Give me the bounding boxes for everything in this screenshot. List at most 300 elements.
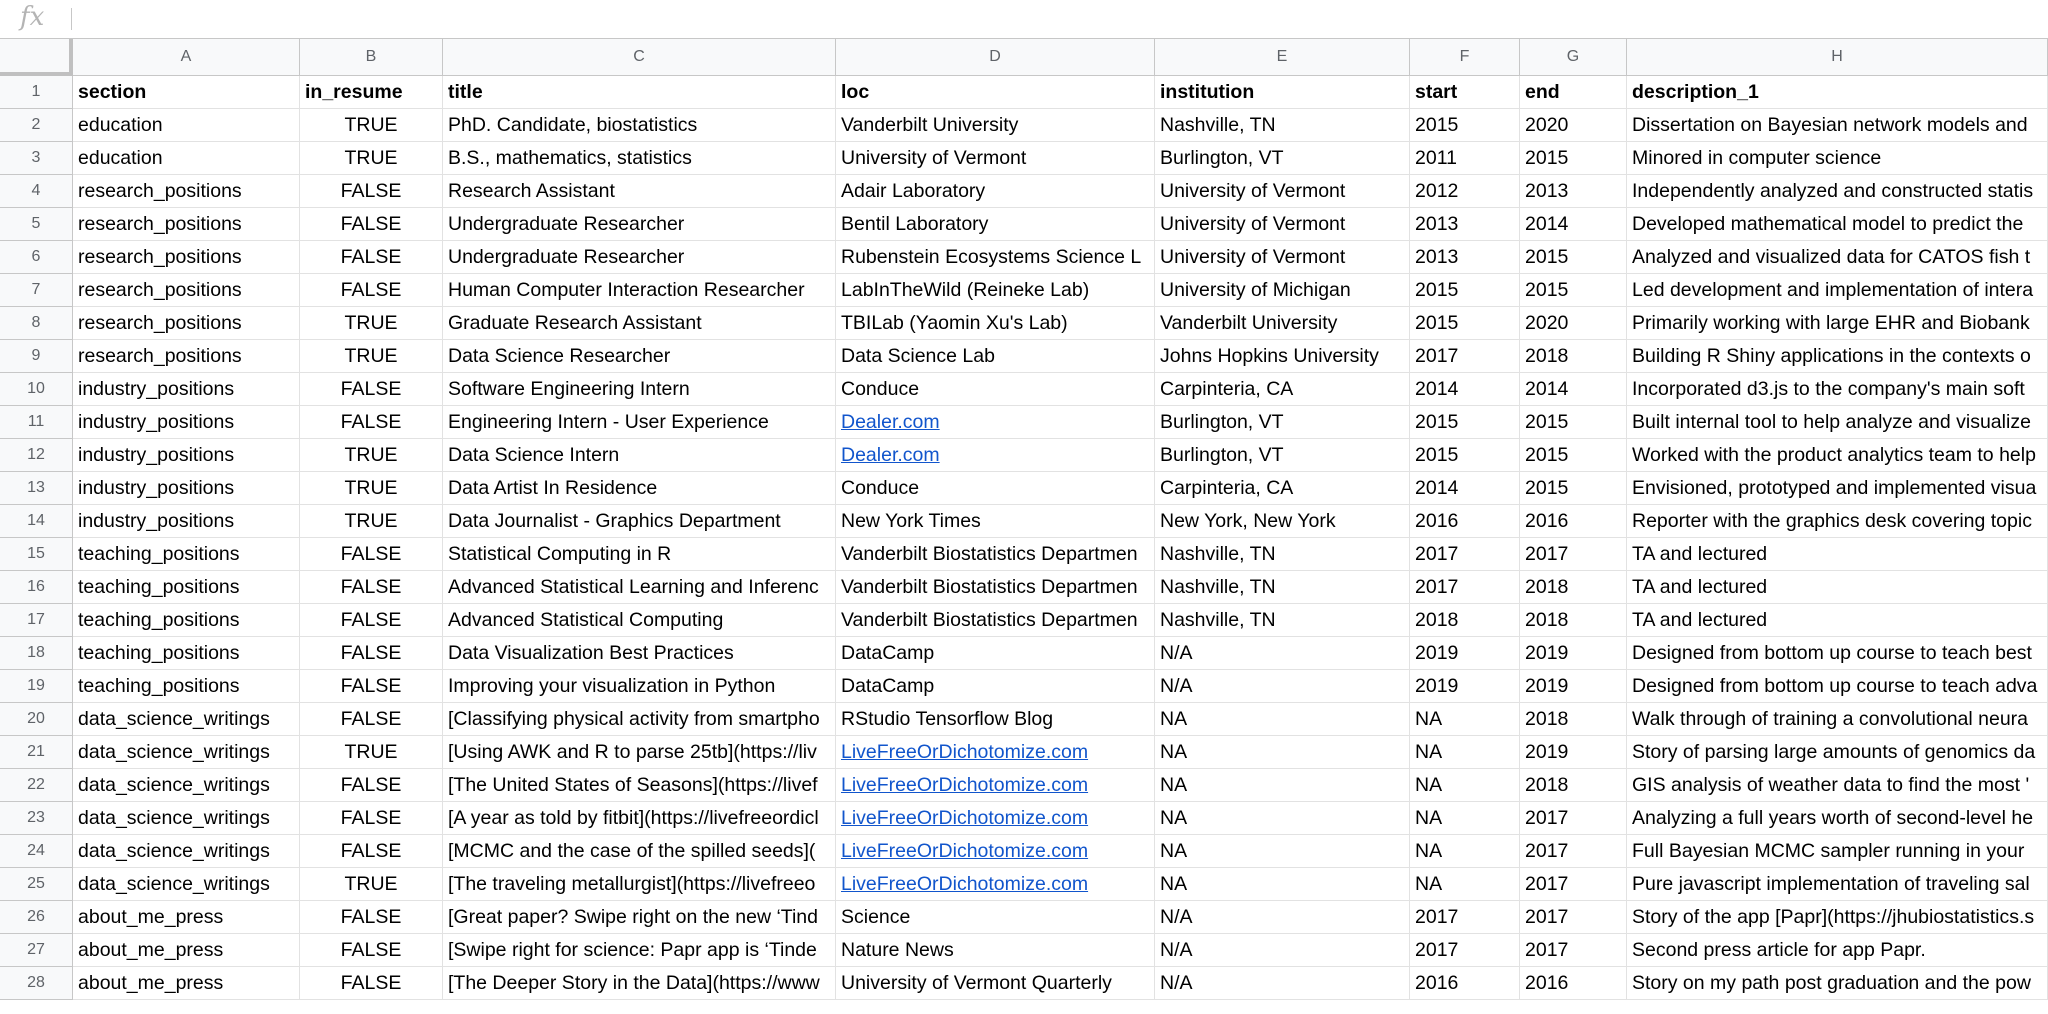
table-row	[0, 934, 2048, 967]
cell-description[interactable]: Story of the app [Papr](https://jhubiostatistics.s	[1627, 901, 2048, 934]
cell-in-resume[interactable]: FALSE	[300, 274, 443, 307]
cell-description[interactable]: Primarily working with large EHR and Biobank	[1627, 307, 2048, 340]
header-data-row	[0, 76, 2048, 109]
cell-description[interactable]: Built internal tool to help analyze and visualize	[1627, 406, 2048, 439]
cell-description[interactable]: Analyzed and visualized data for CATOS fish t	[1627, 241, 2048, 274]
row-header[interactable]: 13	[0, 472, 73, 505]
cell-institution[interactable]: N/A	[1155, 637, 1410, 670]
cell-end[interactable]: 2019	[1520, 736, 1627, 769]
cell-description[interactable]: Full Bayesian MCMC sampler running in your	[1627, 835, 2048, 868]
cell-start[interactable]: 2018	[1410, 604, 1520, 637]
cell-institution[interactable]: University of Vermont	[1155, 175, 1410, 208]
column-header-b[interactable]: B	[300, 39, 443, 76]
table-row	[0, 538, 2048, 571]
cell-description[interactable]: Walk through of training a convolutional neura	[1627, 703, 2048, 736]
cell-start[interactable]: 2019	[1410, 637, 1520, 670]
cell-in-resume[interactable]: FALSE	[300, 538, 443, 571]
cell-loc[interactable]	[836, 769, 1155, 802]
row-header[interactable]: 19	[0, 670, 73, 703]
table-row	[0, 340, 2048, 373]
cell-description[interactable]: TA and lectured	[1627, 604, 2048, 637]
cell-in-resume[interactable]: TRUE	[300, 505, 443, 538]
cell-section[interactable]: industry_positions	[73, 439, 300, 472]
cell-in-resume[interactable]: FALSE	[300, 670, 443, 703]
cell-start[interactable]: 2015	[1410, 274, 1520, 307]
cell-loc[interactable]: University of Vermont	[836, 142, 1155, 175]
cell-institution[interactable]: Carpinteria, CA	[1155, 373, 1410, 406]
cell-start[interactable]: 2015	[1410, 439, 1520, 472]
cell-end[interactable]: 2018	[1520, 769, 1627, 802]
header-cell-loc[interactable]: loc	[836, 76, 1155, 109]
cell-institution[interactable]: N/A	[1155, 934, 1410, 967]
row-header[interactable]: 8	[0, 307, 73, 340]
cell-loc[interactable]: Conduce	[836, 373, 1155, 406]
cell-loc[interactable]: Vanderbilt Biostatistics Departmen	[836, 604, 1155, 637]
cell-institution[interactable]: NA	[1155, 736, 1410, 769]
function-icon: fx	[20, 2, 45, 32]
cell-section[interactable]: education	[73, 109, 300, 142]
cell-section[interactable]: industry_positions	[73, 373, 300, 406]
row-header[interactable]: 26	[0, 901, 73, 934]
cell-title[interactable]: [Great paper? Swipe right on the new ‘Tind	[443, 901, 836, 934]
row-header[interactable]: 4	[0, 175, 73, 208]
cell-institution[interactable]: University of Vermont	[1155, 241, 1410, 274]
column-header-f[interactable]: F	[1410, 39, 1520, 76]
cell-end[interactable]: 2020	[1520, 109, 1627, 142]
formula-input[interactable]	[80, 6, 2048, 32]
row-header[interactable]: 16	[0, 571, 73, 604]
cell-title[interactable]: [MCMC and the case of the spilled seeds](	[443, 835, 836, 868]
cell-section[interactable]: data_science_writings	[73, 703, 300, 736]
cell-description[interactable]: Led development and implementation of intera	[1627, 274, 2048, 307]
table-row	[0, 901, 2048, 934]
cell-start[interactable]: NA	[1410, 802, 1520, 835]
cell-in-resume[interactable]: FALSE	[300, 175, 443, 208]
cell-end[interactable]: 2015	[1520, 472, 1627, 505]
cell-end[interactable]: 2018	[1520, 571, 1627, 604]
cell-end[interactable]: 2017	[1520, 934, 1627, 967]
cell-institution[interactable]: NA	[1155, 835, 1410, 868]
cell-in-resume[interactable]: TRUE	[300, 472, 443, 505]
row-header[interactable]: 15	[0, 538, 73, 571]
cell-in-resume[interactable]: FALSE	[300, 835, 443, 868]
cell-in-resume[interactable]: TRUE	[300, 307, 443, 340]
cell-start[interactable]: NA	[1410, 868, 1520, 901]
cell-section[interactable]: research_positions	[73, 175, 300, 208]
cell-title[interactable]: Research Assistant	[443, 175, 836, 208]
cell-institution[interactable]: N/A	[1155, 967, 1410, 1000]
cell-end[interactable]: 2016	[1520, 967, 1627, 1000]
cell-in-resume[interactable]: TRUE	[300, 736, 443, 769]
cell-institution[interactable]: Burlington, VT	[1155, 142, 1410, 175]
cell-section[interactable]: teaching_positions	[73, 571, 300, 604]
cell-loc[interactable]	[836, 406, 1155, 439]
cell-institution[interactable]: NA	[1155, 703, 1410, 736]
cell-link[interactable]: LiveFreeOrDichotomize.com	[841, 807, 1089, 829]
cell-description[interactable]: Designed from bottom up course to teach best	[1627, 637, 2048, 670]
cell-loc[interactable]	[836, 802, 1155, 835]
row-header[interactable]: 5	[0, 208, 73, 241]
cell-end[interactable]: 2019	[1520, 670, 1627, 703]
row-header[interactable]: 1	[0, 76, 73, 109]
cell-description[interactable]: Analyzing a full years worth of second-level he	[1627, 802, 2048, 835]
cell-institution[interactable]: Nashville, TN	[1155, 604, 1410, 637]
table-row	[0, 769, 2048, 802]
cell-link[interactable]: LiveFreeOrDichotomize.com	[841, 873, 1089, 895]
cell-title[interactable]: Data Artist In Residence	[443, 472, 836, 505]
cell-in-resume[interactable]: FALSE	[300, 802, 443, 835]
cell-title[interactable]: [The Deeper Story in the Data](https://www	[443, 967, 836, 1000]
row-header[interactable]: 24	[0, 835, 73, 868]
cell-in-resume[interactable]: FALSE	[300, 967, 443, 1000]
cell-description[interactable]: Worked with the product analytics team to help	[1627, 439, 2048, 472]
cell-loc[interactable]	[836, 736, 1155, 769]
cell-section[interactable]: education	[73, 142, 300, 175]
cell-end[interactable]: 2018	[1520, 604, 1627, 637]
table-row	[0, 736, 2048, 769]
row-header[interactable]: 7	[0, 274, 73, 307]
row-header[interactable]: 27	[0, 934, 73, 967]
cell-start[interactable]: 2013	[1410, 208, 1520, 241]
header-cell-start[interactable]: start	[1410, 76, 1520, 109]
table-row	[0, 307, 2048, 340]
row-header[interactable]: 12	[0, 439, 73, 472]
cell-in-resume[interactable]: TRUE	[300, 340, 443, 373]
header-cell-section[interactable]: section	[73, 76, 300, 109]
select-all-corner[interactable]	[0, 39, 73, 76]
cell-start[interactable]: 2015	[1410, 307, 1520, 340]
column-header-row	[0, 39, 2048, 76]
cell-section[interactable]: teaching_positions	[73, 538, 300, 571]
cell-institution[interactable]: NA	[1155, 802, 1410, 835]
header-cell-title[interactable]: title	[443, 76, 836, 109]
row-header[interactable]: 20	[0, 703, 73, 736]
table-row	[0, 505, 2048, 538]
cell-description[interactable]: Story on my path post graduation and the pow	[1627, 967, 2048, 1000]
cell-title[interactable]: Data Journalist - Graphics Department	[443, 505, 836, 538]
cell-loc[interactable]: Vanderbilt University	[836, 109, 1155, 142]
cell-section[interactable]: research_positions	[73, 307, 300, 340]
row-header[interactable]: 6	[0, 241, 73, 274]
cell-loc[interactable]: Bentil Laboratory	[836, 208, 1155, 241]
cell-title[interactable]: Data Visualization Best Practices	[443, 637, 836, 670]
cell-loc[interactable]	[836, 868, 1155, 901]
cell-link[interactable]: LiveFreeOrDichotomize.com	[841, 774, 1089, 796]
header-cell-institution[interactable]: institution	[1155, 76, 1410, 109]
row-header[interactable]: 21	[0, 736, 73, 769]
cell-section[interactable]: data_science_writings	[73, 835, 300, 868]
cell-title[interactable]: Advanced Statistical Computing	[443, 604, 836, 637]
header-cell-end[interactable]: end	[1520, 76, 1627, 109]
table-row	[0, 142, 2048, 175]
cell-title[interactable]: [A year as told by fitbit](https://livefreeordicl	[443, 802, 836, 835]
table-row	[0, 175, 2048, 208]
cell-in-resume[interactable]: FALSE	[300, 373, 443, 406]
cell-loc[interactable]: Science	[836, 901, 1155, 934]
cell-end[interactable]: 2014	[1520, 373, 1627, 406]
formula-bar	[0, 0, 2048, 39]
cell-title[interactable]: Undergraduate Researcher	[443, 241, 836, 274]
table-row	[0, 868, 2048, 901]
cell-institution[interactable]: NA	[1155, 868, 1410, 901]
table-row	[0, 439, 2048, 472]
cell-loc[interactable]: Nature News	[836, 934, 1155, 967]
cell-link[interactable]: LiveFreeOrDichotomize.com	[841, 840, 1089, 862]
cell-in-resume[interactable]: FALSE	[300, 769, 443, 802]
cell-title[interactable]: PhD. Candidate, biostatistics	[443, 109, 836, 142]
cell-title[interactable]: B.S., mathematics, statistics	[443, 142, 836, 175]
cell-title[interactable]: Improving your visualization in Python	[443, 670, 836, 703]
cell-title[interactable]: [Using AWK and R to parse 25tb](https://liv	[443, 736, 836, 769]
column-header-g[interactable]: G	[1520, 39, 1627, 76]
cell-institution[interactable]: NA	[1155, 769, 1410, 802]
column-header-h[interactable]: H	[1627, 39, 2048, 76]
table-row	[0, 835, 2048, 868]
table-row	[0, 637, 2048, 670]
cell-title[interactable]: [The United States of Seasons](https://livef	[443, 769, 836, 802]
cell-end[interactable]: 2015	[1520, 406, 1627, 439]
formula-bar-divider	[71, 8, 72, 30]
cell-section[interactable]: about_me_press	[73, 901, 300, 934]
cell-description[interactable]: Minored in computer science	[1627, 142, 2048, 175]
cell-end[interactable]: 2015	[1520, 142, 1627, 175]
cell-institution[interactable]: Vanderbilt University	[1155, 307, 1410, 340]
row-header[interactable]: 3	[0, 142, 73, 175]
cell-section[interactable]: teaching_positions	[73, 637, 300, 670]
cell-description[interactable]: GIS analysis of weather data to find the most '	[1627, 769, 2048, 802]
table-row	[0, 208, 2048, 241]
cell-institution[interactable]: Nashville, TN	[1155, 109, 1410, 142]
cell-section[interactable]: industry_positions	[73, 472, 300, 505]
cell-end[interactable]: 2016	[1520, 505, 1627, 538]
row-header[interactable]: 2	[0, 109, 73, 142]
cell-description[interactable]: Dissertation on Bayesian network models and	[1627, 109, 2048, 142]
cell-description[interactable]: Building R Shiny applications in the contexts o	[1627, 340, 2048, 373]
cell-loc[interactable]: Rubenstein Ecosystems Science L	[836, 241, 1155, 274]
cell-start[interactable]: 2015	[1410, 406, 1520, 439]
cell-end[interactable]: 2020	[1520, 307, 1627, 340]
table-row	[0, 967, 2048, 1000]
cell-start[interactable]: NA	[1410, 736, 1520, 769]
row-header[interactable]: 17	[0, 604, 73, 637]
cell-section[interactable]: data_science_writings	[73, 769, 300, 802]
cell-description[interactable]: Independently analyzed and constructed statis	[1627, 175, 2048, 208]
cell-section[interactable]: teaching_positions	[73, 670, 300, 703]
cell-description[interactable]: Story of parsing large amounts of genomics da	[1627, 736, 2048, 769]
cell-section[interactable]: research_positions	[73, 241, 300, 274]
cell-section[interactable]: data_science_writings	[73, 868, 300, 901]
header-cell-in-resume[interactable]: in_resume	[300, 76, 443, 109]
cell-start[interactable]: 2011	[1410, 142, 1520, 175]
cell-start[interactable]: 2017	[1410, 538, 1520, 571]
cell-start[interactable]: 2016	[1410, 505, 1520, 538]
table-row	[0, 604, 2048, 637]
table-row	[0, 406, 2048, 439]
cell-start[interactable]: NA	[1410, 769, 1520, 802]
cell-section[interactable]: industry_positions	[73, 505, 300, 538]
cell-title[interactable]: Software Engineering Intern	[443, 373, 836, 406]
cell-institution[interactable]: Carpinteria, CA	[1155, 472, 1410, 505]
cell-in-resume[interactable]: FALSE	[300, 604, 443, 637]
cell-end[interactable]: 2017	[1520, 868, 1627, 901]
row-header[interactable]: 9	[0, 340, 73, 373]
cell-start[interactable]: 2019	[1410, 670, 1520, 703]
cell-institution[interactable]: University of Vermont	[1155, 208, 1410, 241]
cell-in-resume[interactable]: FALSE	[300, 406, 443, 439]
cell-start[interactable]: 2015	[1410, 109, 1520, 142]
table-row	[0, 703, 2048, 736]
cell-institution[interactable]: N/A	[1155, 901, 1410, 934]
cell-link[interactable]: Dealer.com	[841, 411, 940, 433]
row-header[interactable]: 10	[0, 373, 73, 406]
row-header[interactable]: 18	[0, 637, 73, 670]
cell-in-resume[interactable]: TRUE	[300, 439, 443, 472]
cell-description[interactable]: Pure javascript implementation of traveling sal	[1627, 868, 2048, 901]
cell-section[interactable]: data_science_writings	[73, 802, 300, 835]
cell-end[interactable]: 2019	[1520, 637, 1627, 670]
cell-loc[interactable]: RStudio Tensorflow Blog	[836, 703, 1155, 736]
column-header-d[interactable]: D	[836, 39, 1155, 76]
cell-end[interactable]: 2015	[1520, 439, 1627, 472]
cell-start[interactable]: NA	[1410, 703, 1520, 736]
row-header[interactable]: 25	[0, 868, 73, 901]
cell-end[interactable]: 2017	[1520, 835, 1627, 868]
cell-title[interactable]: Statistical Computing in R	[443, 538, 836, 571]
cell-institution[interactable]: Johns Hopkins University	[1155, 340, 1410, 373]
cell-title[interactable]: [Swipe right for science: Papr app is ‘Tinde	[443, 934, 836, 967]
cell-loc[interactable]: Conduce	[836, 472, 1155, 505]
cell-institution[interactable]: Burlington, VT	[1155, 406, 1410, 439]
cell-description[interactable]: Envisioned, prototyped and implemented visua	[1627, 472, 2048, 505]
cell-start[interactable]: 2013	[1410, 241, 1520, 274]
cell-link[interactable]: Dealer.com	[841, 444, 940, 466]
cell-description[interactable]: Incorporated d3.js to the company's main soft	[1627, 373, 2048, 406]
cell-start[interactable]: 2014	[1410, 472, 1520, 505]
cell-title[interactable]: Human Computer Interaction Researcher	[443, 274, 836, 307]
cell-end[interactable]: 2018	[1520, 703, 1627, 736]
cell-description[interactable]: Reporter with the graphics desk covering topic	[1627, 505, 2048, 538]
column-header-c[interactable]: C	[443, 39, 836, 76]
cell-start[interactable]: 2014	[1410, 373, 1520, 406]
table-row	[0, 109, 2048, 142]
row-header[interactable]: 28	[0, 967, 73, 1000]
cell-in-resume[interactable]: FALSE	[300, 901, 443, 934]
cell-institution[interactable]: Burlington, VT	[1155, 439, 1410, 472]
cell-in-resume[interactable]: FALSE	[300, 571, 443, 604]
cell-loc[interactable]: University of Vermont Quarterly	[836, 967, 1155, 1000]
cell-title[interactable]: Engineering Intern - User Experience	[443, 406, 836, 439]
cell-link[interactable]: LiveFreeOrDichotomize.com	[841, 741, 1089, 763]
cell-in-resume[interactable]: FALSE	[300, 241, 443, 274]
cell-loc[interactable]	[836, 835, 1155, 868]
cell-end[interactable]: 2013	[1520, 175, 1627, 208]
cell-start[interactable]: 2017	[1410, 934, 1520, 967]
cell-title[interactable]: Graduate Research Assistant	[443, 307, 836, 340]
row-header[interactable]: 14	[0, 505, 73, 538]
cell-in-resume[interactable]: FALSE	[300, 637, 443, 670]
cell-section[interactable]: data_science_writings	[73, 736, 300, 769]
cell-end[interactable]: 2017	[1520, 802, 1627, 835]
cell-title[interactable]: [The traveling metallurgist](https://livefreeo	[443, 868, 836, 901]
table-row	[0, 571, 2048, 604]
cell-section[interactable]: industry_positions	[73, 406, 300, 439]
cell-in-resume[interactable]: FALSE	[300, 934, 443, 967]
cell-in-resume[interactable]: FALSE	[300, 208, 443, 241]
cell-start[interactable]: NA	[1410, 835, 1520, 868]
cell-start[interactable]: 2016	[1410, 967, 1520, 1000]
cell-institution[interactable]: N/A	[1155, 670, 1410, 703]
cell-section[interactable]: research_positions	[73, 208, 300, 241]
cell-description[interactable]: TA and lectured	[1627, 538, 2048, 571]
cell-start[interactable]: 2017	[1410, 571, 1520, 604]
spreadsheet-grid	[0, 39, 2048, 1000]
cell-title[interactable]: [Classifying physical activity from smartpho	[443, 703, 836, 736]
cell-description[interactable]: Designed from bottom up course to teach adva	[1627, 670, 2048, 703]
cell-end[interactable]: 2014	[1520, 208, 1627, 241]
cell-end[interactable]: 2015	[1520, 274, 1627, 307]
cell-end[interactable]: 2018	[1520, 340, 1627, 373]
cell-loc[interactable]: DataCamp	[836, 670, 1155, 703]
cell-institution[interactable]: University of Michigan	[1155, 274, 1410, 307]
cell-description[interactable]: TA and lectured	[1627, 571, 2048, 604]
cell-section[interactable]: teaching_positions	[73, 604, 300, 637]
table-row	[0, 802, 2048, 835]
cell-start[interactable]: 2012	[1410, 175, 1520, 208]
cell-loc[interactable]: DataCamp	[836, 637, 1155, 670]
cell-in-resume[interactable]: TRUE	[300, 109, 443, 142]
cell-in-resume[interactable]: TRUE	[300, 868, 443, 901]
table-row	[0, 373, 2048, 406]
cell-in-resume[interactable]: FALSE	[300, 703, 443, 736]
row-header[interactable]: 11	[0, 406, 73, 439]
cell-institution[interactable]: Nashville, TN	[1155, 538, 1410, 571]
cell-start[interactable]: 2017	[1410, 901, 1520, 934]
column-header-e[interactable]: E	[1155, 39, 1410, 76]
cell-section[interactable]: research_positions	[73, 274, 300, 307]
cell-description[interactable]: Second press article for app Papr.	[1627, 934, 2048, 967]
cell-loc[interactable]: Vanderbilt Biostatistics Departmen	[836, 538, 1155, 571]
cell-title[interactable]: Data Science Researcher	[443, 340, 836, 373]
cell-loc[interactable]: Vanderbilt Biostatistics Departmen	[836, 571, 1155, 604]
row-header[interactable]: 22	[0, 769, 73, 802]
cell-loc[interactable]: Data Science Lab	[836, 340, 1155, 373]
cell-institution[interactable]: New York, New York	[1155, 505, 1410, 538]
column-header-a[interactable]: A	[73, 39, 300, 76]
cell-section[interactable]: about_me_press	[73, 934, 300, 967]
cell-title[interactable]: Data Science Intern	[443, 439, 836, 472]
cell-loc[interactable]: Adair Laboratory	[836, 175, 1155, 208]
cell-loc[interactable]: LabInTheWild (Reineke Lab)	[836, 274, 1155, 307]
cell-end[interactable]: 2017	[1520, 901, 1627, 934]
cell-loc[interactable]: TBILab (Yaomin Xu's Lab)	[836, 307, 1155, 340]
cell-in-resume[interactable]: TRUE	[300, 142, 443, 175]
cell-start[interactable]: 2017	[1410, 340, 1520, 373]
cell-section[interactable]: research_positions	[73, 340, 300, 373]
header-cell-description[interactable]: description_1	[1627, 76, 2048, 109]
cell-end[interactable]: 2017	[1520, 538, 1627, 571]
table-row	[0, 241, 2048, 274]
cell-loc[interactable]	[836, 439, 1155, 472]
cell-institution[interactable]: Nashville, TN	[1155, 571, 1410, 604]
cell-section[interactable]: about_me_press	[73, 967, 300, 1000]
cell-description[interactable]: Developed mathematical model to predict the	[1627, 208, 2048, 241]
table-row	[0, 274, 2048, 307]
row-header[interactable]: 23	[0, 802, 73, 835]
cell-title[interactable]: Undergraduate Researcher	[443, 208, 836, 241]
cell-end[interactable]: 2015	[1520, 241, 1627, 274]
cell-title[interactable]: Advanced Statistical Learning and Inferenc	[443, 571, 836, 604]
cell-loc[interactable]: New York Times	[836, 505, 1155, 538]
